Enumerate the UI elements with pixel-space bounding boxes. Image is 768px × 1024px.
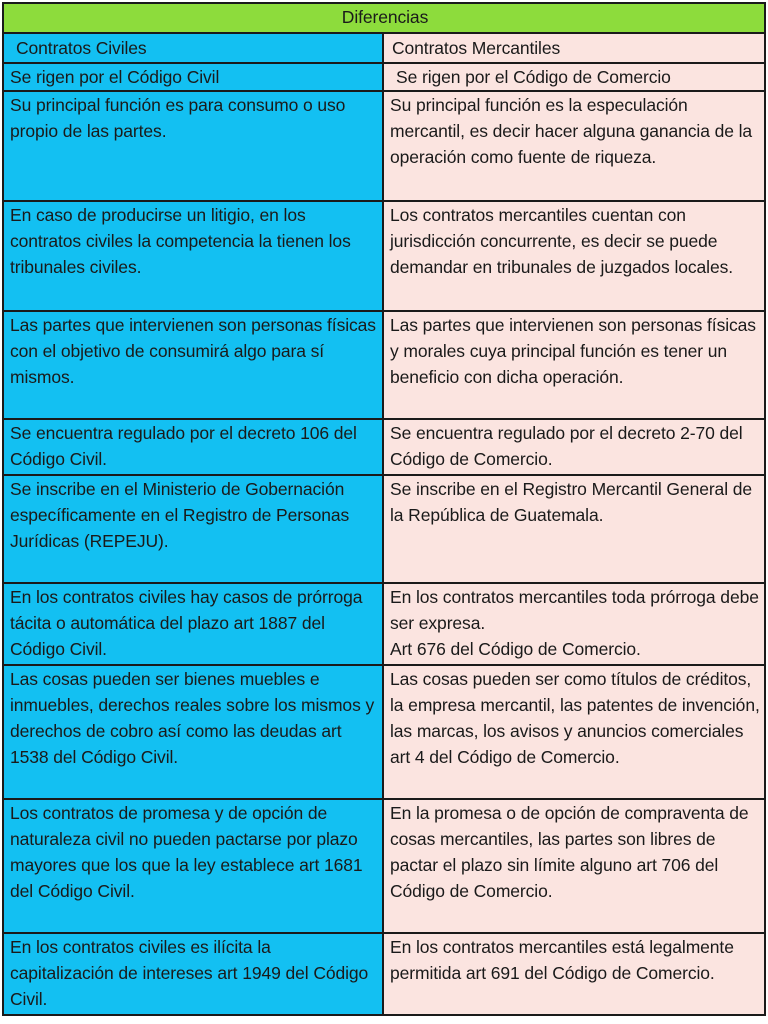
- table-row: [3, 583, 765, 665]
- cell-mercantil: Las cosas pueden ser como títulos de créditos, la empresa mercantil, las patentes de invención, las marcas, los avisos y anuncios comerciales art 4 del Código de Comercio.: [383, 665, 765, 799]
- cell-civil: Las partes que intervienen son personas físicas con el objetivo de consumirá algo para sí mismos.: [3, 311, 383, 419]
- table-row: [3, 419, 765, 475]
- cell-civil: Las cosas pueden ser bienes muebles e inmuebles, derechos reales sobre los mismos y derechos de cobro así como las deudas art 1538 del Código Civil.: [3, 665, 383, 799]
- table-row: [3, 475, 765, 583]
- header-row: [3, 33, 765, 63]
- cell-civil: Su principal función es para consumo o uso propio de las partes.: [3, 91, 383, 201]
- cell-civil: Los contratos de promesa y de opción de naturaleza civil no pueden pactarse por plazo mayores que los que la ley establece art 1681 del Código Civil.: [3, 799, 383, 933]
- cell-civil: En los contratos civiles es ilícita la capitalización de intereses art 1949 del Código Civil.: [3, 933, 383, 1015]
- table-row: [3, 799, 765, 933]
- cell-civil: En los contratos civiles hay casos de prórroga tácita o automática del plazo art 1887 del Código Civil.: [3, 583, 383, 665]
- table-row: [3, 63, 765, 91]
- header-civil: Contratos Civiles: [3, 33, 383, 63]
- cell-mercantil: [383, 583, 765, 665]
- table-title: Diferencias: [3, 3, 765, 33]
- cell-mercantil-article: Art 676 del Código de Comercio.: [390, 639, 641, 659]
- cell-mercantil: Los contratos mercantiles cuentan con jurisdicción concurrente, es decir se puede demandar en tribunales de juzgados locales.: [383, 201, 765, 311]
- cell-civil: Se encuentra regulado por el decreto 106 del Código Civil.: [3, 419, 383, 475]
- cell-mercantil: Su principal función es la especulación mercantil, es decir hacer alguna ganancia de la operación como fuente de riqueza.: [383, 91, 765, 201]
- cell-mercantil: Las partes que intervienen son personas físicas y morales cuya principal función es tener un beneficio con dicha operación.: [383, 311, 765, 419]
- cell-mercantil-text: En los contratos mercantiles toda prórroga debe ser expresa.: [390, 587, 759, 633]
- cell-civil: Se rigen por el Código Civil: [3, 63, 383, 91]
- cell-mercantil: En la promesa o de opción de compraventa de cosas mercantiles, las partes son libres de pactar el plazo sin límite alguno art 706 del Código de Comercio.: [383, 799, 765, 933]
- table-row: [3, 311, 765, 419]
- cell-mercantil: Se rigen por el Código de Comercio: [383, 63, 765, 91]
- cell-mercantil: En los contratos mercantiles está legalmente permitida art 691 del Código de Comercio.: [383, 933, 765, 1015]
- cell-civil: En caso de producirse un litigio, en los contratos civiles la competencia la tienen los tribunales civiles.: [3, 201, 383, 311]
- header-mercantil: Contratos Mercantiles: [383, 33, 765, 63]
- cell-mercantil: Se encuentra regulado por el decreto 2-70 del Código de Comercio.: [383, 419, 765, 475]
- cell-civil: Se inscribe en el Ministerio de Gobernación específicamente en el Registro de Personas Jurídicas (REPEJU).: [3, 475, 383, 583]
- table-row: [3, 665, 765, 799]
- title-row: [3, 3, 765, 33]
- table-row: [3, 201, 765, 311]
- table-row: [3, 91, 765, 201]
- table-row: [3, 933, 765, 1015]
- cell-mercantil: Se inscribe en el Registro Mercantil General de la República de Guatemala.: [383, 475, 765, 583]
- differences-table: [2, 2, 766, 1016]
